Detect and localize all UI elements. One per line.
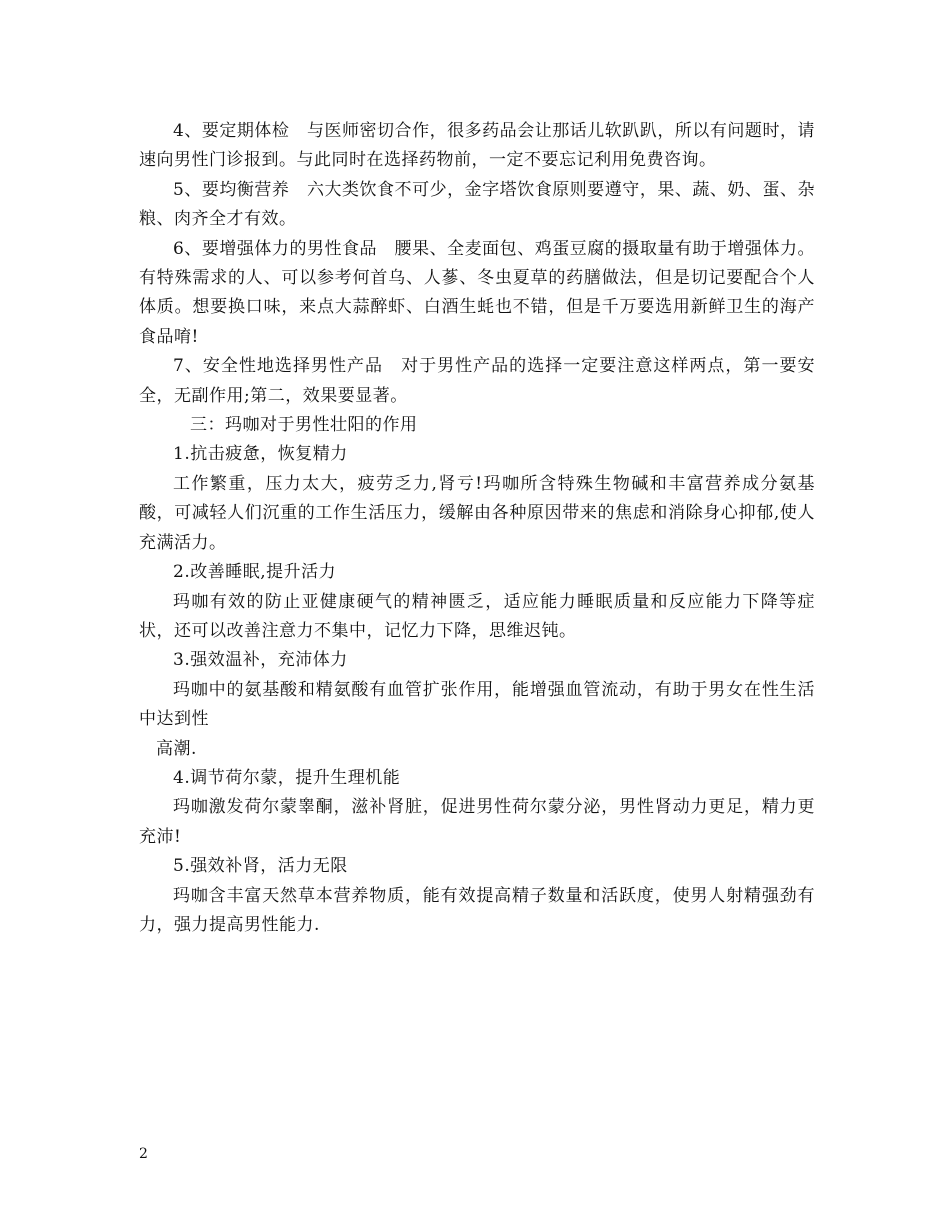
subheading-sleep: 2.改善睡眠,提升活力 <box>173 562 337 583</box>
subheading-kidney: 5.强效补肾，活力无限 <box>173 856 348 877</box>
paragraph-sleep: 玛咖有效的防止亚健康硬气的精神匮乏，适应能力睡眠质量和反应能力下降等症状，还可以改善注意力不集中，记忆力下降，思维迟钝。 <box>139 591 815 641</box>
subheading-hormone: 4.调节荷尔蒙，提升生理机能 <box>173 767 401 788</box>
paragraph-hormone: 玛咖激发荷尔蒙睾酮，滋补肾脏，促进男性荷尔蒙分泌，男性肾动力更足，精力更充沛! <box>139 797 815 847</box>
paragraph-checkup: 4、要定期体检 与医师密切合作，很多药品会让那话儿软趴趴，所以有问题时，请速向男性门诊报到。与此同时在选择药物前，一定不要忘记利用免费咨询。 <box>139 121 815 171</box>
document-body <box>139 117 815 940</box>
section-heading-maca: 三：玛咖对于男性壮阳的作用 <box>190 415 418 436</box>
paragraph-product-choice: 7、安全性地选择男性产品 对于男性产品的选择一定要注意这样两点，第一要安全，无副作用;第二，效果要显著。 <box>139 356 815 406</box>
page-number: 2 <box>139 1146 148 1162</box>
paragraph-kidney: 玛咖含丰富天然草本营养物质，能有效提高精子数量和活跃度，使男人射精强劲有力，强力提高男性能力. <box>139 885 815 935</box>
paragraph-fatigue: 工作繁重，压力太大，疲劳乏力,肾亏!玛咖所含特殊生物碱和丰富营养成分氨基酸，可减轻人们沉重的工作生活压力，缓解由各种原因带来的焦虑和消除身心抑郁,使人充满活力。 <box>139 473 815 553</box>
paragraph-warming: 玛咖中的氨基酸和精氨酸有血管扩张作用，能增强血管流动，有助于男女在性生活中达到性 <box>139 679 815 730</box>
subheading-fatigue: 1.抗击疲惫，恢复精力 <box>173 444 348 465</box>
subheading-warming: 3.强效温补，充沛体力 <box>173 650 348 671</box>
paragraph-nutrition: 5、要均衡营养 六大类饮食不可少，金字塔饮食原则要遵守，果、蔬、奶、蛋、杂粮、肉齐全才有效。 <box>139 179 815 230</box>
paragraph-stamina-food: 6、要增强体力的男性食品 腰果、全麦面包、鸡蛋豆腐的摄取量有助于增强体力。有特殊需求的人、可以参考何首乌、人蔘、冬虫夏草的药膳做法，但是切记要配合个人体质。想要换口味，来点大蒜醉虾、白酒生蚝也不错，但是千万要选用新鲜卫生的海产食品唷! <box>139 238 815 347</box>
paragraph-warming-continued: 高潮. <box>156 738 197 759</box>
